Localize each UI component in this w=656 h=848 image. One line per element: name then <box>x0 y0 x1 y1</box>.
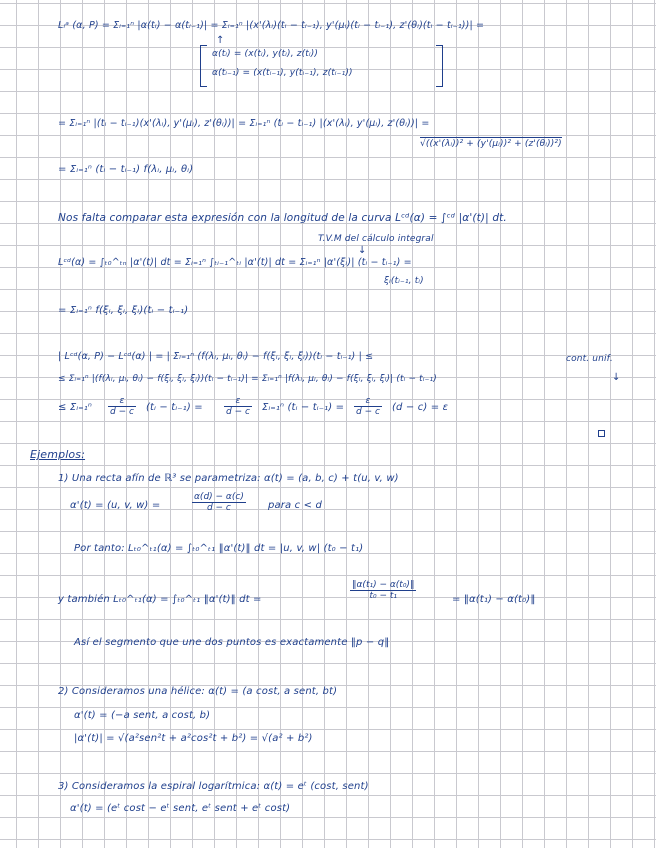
epsilon-over-dc-3 <box>354 396 382 417</box>
fraction-denominator: d − c <box>226 407 250 417</box>
xi-interval-note: ξᵢ(tᵢ₋₁, tᵢ) <box>384 276 424 286</box>
fraction-numerator: ε <box>108 396 136 407</box>
equation-line-9: ≤ Σᵢ₌₁ⁿ |(f(λᵢ, μᵢ, θᵢ) − f(ξᵢ, ξᵢ, ξᵢ))(tᵢ − tᵢ₋₁)| = Σᵢ₌₁ⁿ |f(λᵢ, μᵢ, θᵢ) − f(ξᵢ, ξᵢ, ξᵢ)| (tᵢ − tᵢ₋₁) <box>58 374 437 384</box>
example-1-condition: para c < d <box>268 500 322 511</box>
cont-unif-note: cont. unif. <box>566 354 613 364</box>
epsilon-over-dc-2 <box>224 396 252 417</box>
equation-line-3: = Σᵢ₌₁ⁿ |(tᵢ − tᵢ₋₁)(x'(λᵢ), y'(μᵢ), z'(θᵢ))| = Σᵢ₌₁ⁿ (tᵢ − tᵢ₋₁) |(x'(λᵢ), y'(μᵢ), z'(θᵢ))| = <box>58 118 430 129</box>
example-1-also-start: y también Lₜ₀^ₜ₁(α) = ∫ₜ₀^ₜ₁ ‖α'(t)‖ dt = <box>58 594 262 605</box>
example-1-derivative: α'(t) = (u, v, w) = <box>70 500 161 511</box>
example-3-statement: 3) Consideramos la espiral logarítmica: α(t) = eᵗ (cost, sent) <box>58 781 369 792</box>
equation-line-6: Lᶜᵈ(α) = ∫ₜ₀^ₜₙ |α'(t)| dt = Σᵢ₌₁ⁿ ∫ₜᵢ₋₁^ₜᵢ |α'(t)| dt = Σᵢ₌₁ⁿ |α'(ξᵢ)| (tᵢ − tᵢ₋₁) = <box>58 257 412 268</box>
fraction-numerator: α(d) − α(c) <box>194 492 244 502</box>
qed-square-icon <box>598 430 605 437</box>
fraction-denominator: d − c <box>356 407 380 417</box>
equation-line-8: | Lᶜᵈ(α, P) − Lᶜᵈ(α) | = | Σᵢ₌₁ⁿ (f(λᵢ, μᵢ, θᵢ) − f(ξᵢ, ξᵢ, ξᵢ))(tᵢ − tᵢ₋₁) | ≤ <box>58 351 374 362</box>
bracket-line-top: α(tᵢ) = (x(tᵢ), y(tᵢ), z(tᵢ)) <box>212 49 319 59</box>
fraction-denominator: d − c <box>206 503 231 513</box>
bracket-line-bottom: α(tᵢ₋₁) = (x(tᵢ₋₁), y(tᵢ₋₁), z(tᵢ₋₁)) <box>212 68 353 78</box>
example-2-norm: |α'(t)| = √(a²sen²t + a²cos²t + b²) = √(a² + b²) <box>74 733 313 744</box>
fraction-numerator: ε <box>224 396 252 407</box>
down-arrow-icon: ↓ <box>612 372 621 383</box>
epsilon-over-dc-1 <box>108 396 136 417</box>
up-arrow-icon: ↑ <box>216 35 225 46</box>
fraction-denominator: t₀ − t₁ <box>369 591 397 601</box>
norm-denominator: √((x'(λᵢ))² + (y'(μᵢ))² + (z'(θᵢ))²) <box>420 139 562 149</box>
fraction-numerator: ‖α(t₁) − α(t₀)‖ <box>352 580 415 590</box>
examples-heading: Ejemplos: <box>30 448 86 461</box>
down-arrow-icon: ↓ <box>358 245 367 256</box>
equation-line-10-sum: Σᵢ₌₁ⁿ (tᵢ − tᵢ₋₁) = <box>262 402 345 413</box>
difference-quotient <box>192 492 246 513</box>
equation-line-4: = Σᵢ₌₁ⁿ (tᵢ − tᵢ₋₁) f(λᵢ, μᵢ, θᵢ) <box>58 164 194 175</box>
example-2-statement: 2) Consideramos una hélice: α(t) = (a cost, a sent, bt) <box>58 686 338 697</box>
norm-quotient <box>350 580 416 601</box>
example-2-derivative: α'(t) = (−a sent, a cost, b) <box>74 710 211 721</box>
example-1-statement: 1) Una recta afín de ℝ³ se parametriza: α(t) = (a, b, c) + t(u, v, w) <box>58 473 399 484</box>
fraction-denominator: d − c <box>110 407 134 417</box>
example-1-conclusion: Así el segmento que une dos puntos es exactamente ‖p − q‖ <box>74 637 390 648</box>
right-bracket <box>436 45 443 87</box>
compare-sentence: Nos falta comparar esta expresión con la longitud de la curva Lᶜᵈ(α) = ∫ᶜᵈ |α'(t)| dt. <box>58 212 507 224</box>
equation-line-7: = Σᵢ₌₁ⁿ f(ξᵢ, ξᵢ, ξᵢ)(tᵢ − tᵢ₋₁) <box>58 305 189 316</box>
tvm-note: T.V.M del cálculo integral <box>318 234 434 244</box>
equation-line-10-end: (d − c) = ε <box>392 402 449 413</box>
fraction-numerator: ε <box>354 396 382 407</box>
equation-line-1: Lᵢᵃ (α, P) = Σᵢ₌₁ⁿ |α(tᵢ) − α(tᵢ₋₁)| = Σᵢ₌₁ⁿ |(x'(λᵢ)(tᵢ − tᵢ₋₁), y'(μᵢ)(tᵢ − tᵢ₋₁), z'(θᵢ)(tᵢ − tᵢ₋₁))| = <box>58 20 485 31</box>
equation-line-10-start: ≤ Σᵢ₌₁ⁿ <box>58 402 92 413</box>
left-bracket <box>200 45 207 87</box>
example-1-length: Por tanto: Lₜ₀^ₜ₁(α) = ∫ₜ₀^ₜ₁ ‖α'(t)‖ dt = |u, v, w| (t₀ − t₁) <box>74 543 364 554</box>
example-3-derivative: α'(t) = (eᵗ cost − eᵗ sent, eᵗ sent + eᵗ cost) <box>70 803 291 814</box>
equation-line-10-mid: (tᵢ − tᵢ₋₁) = <box>146 402 203 413</box>
example-1-also-end: = ‖α(t₁) − α(t₀)‖ <box>452 594 536 605</box>
